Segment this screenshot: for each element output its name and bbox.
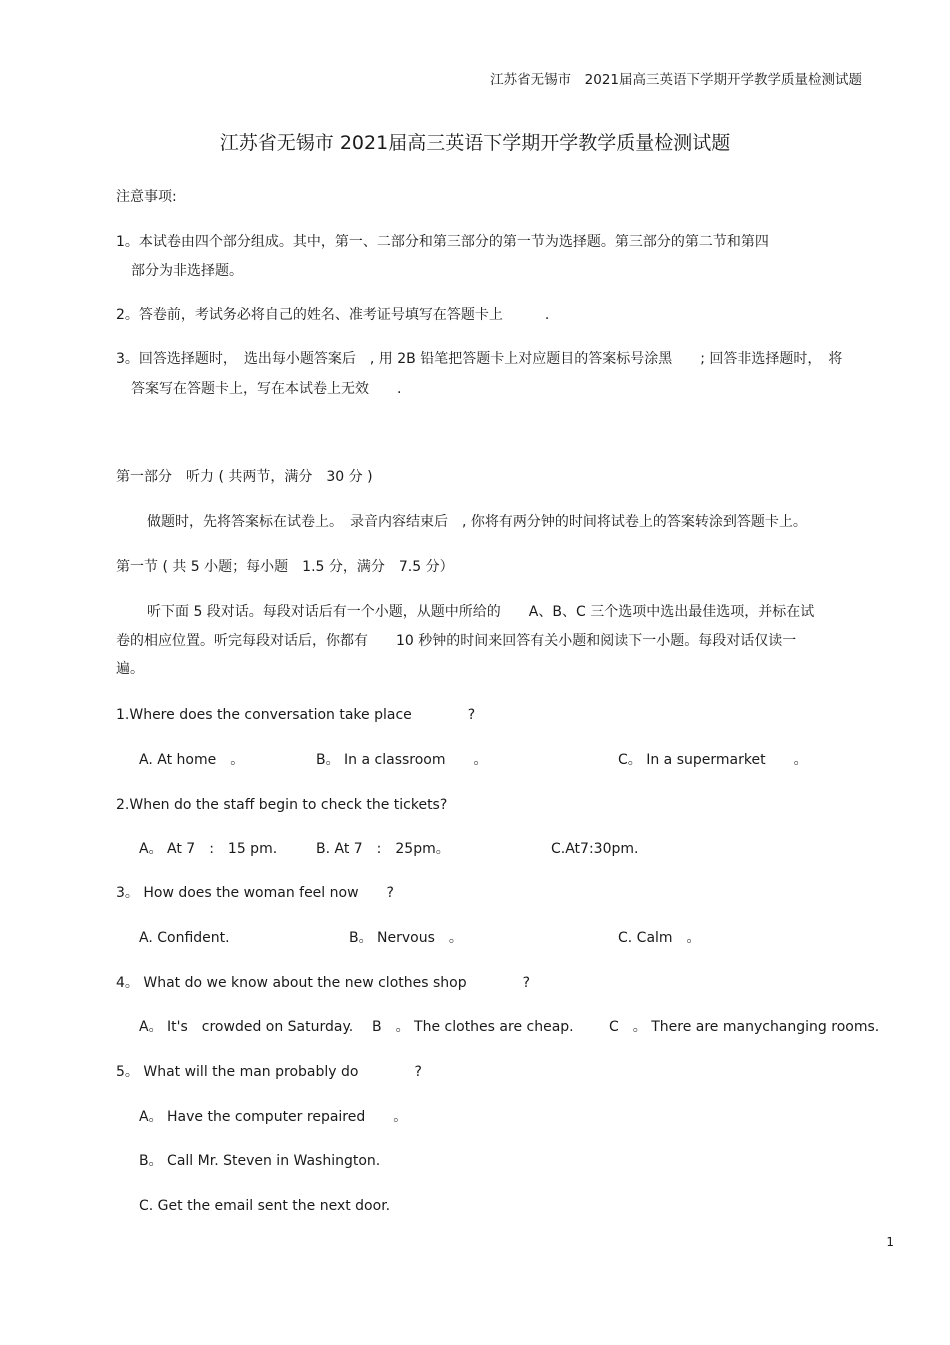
question-2-option-b: B. At 7 : 25pm。 [316, 841, 450, 857]
note-2: 2。答卷前，考试务必将自己的姓名、准考证号填写在答题卡上 . [116, 307, 550, 323]
question-1-option-c: C。 In a supermarket 。 [618, 752, 808, 768]
notes-heading: 注意事项: [116, 189, 177, 205]
question-4-option-c: C 。 There are manychanging rooms. [609, 1019, 880, 1035]
question-3-option-b: B。 Nervous 。 [349, 930, 463, 946]
section1-heading: 第一节 ( 共 5 小题；每小题 1.5 分，满分 7.5 分） [116, 559, 454, 575]
section1-intro-line-1: 听下面 5 段对话。每段对话后有一个小题，从题中所给的 A、B、C 三个选项中选出最佳选项，并标在试 [147, 604, 815, 620]
question-2-option-a: A。 At 7 : 15 pm. [139, 841, 278, 857]
part1-heading: 第一部分 听力 ( 共两节，满分 30 分 ) [116, 469, 373, 485]
question-5-stem: 5。 What will the man probably do ? [116, 1064, 422, 1080]
note-1-line-1: 1。本试卷由四个部分组成。其中，第一、二部分和第三部分的第一节为选择题。第三部分的第二节和第四 [116, 234, 769, 250]
question-2-stem: 2.When do the staff begin to check the tickets? [116, 797, 448, 813]
question-4-stem: 4。 What do we know about the new clothes shop ? [116, 975, 531, 991]
note-3-line-1: 3。回答选择题时， 选出每小题答案后 , 用 2B 铅笔把答题卡上对应题目的答案标号涂黑 ; 回答非选择题时， 将 [116, 351, 843, 367]
question-1-stem: 1.Where does the conversation take place ? [116, 707, 476, 723]
part1-instruction: 做题时，先将答案标在试卷上。 录音内容结束后 , 你将有两分钟的时间将试卷上的答案转涂到答题卡上。 [147, 514, 807, 530]
running-header: 江苏省无锡市 2021届高三英语下学期开学教学质量检测试题 [490, 72, 862, 88]
question-4-option-b: B 。 The clothes are cheap. [372, 1019, 574, 1035]
note-1-line-2: 部分为非选择题。 [131, 263, 243, 279]
question-1-option-a: A. At home 。 [139, 752, 245, 768]
page-title: 江苏省无锡市 2021届高三英语下学期开学教学质量检测试题 [219, 132, 731, 154]
page-number: 1 [886, 1235, 894, 1249]
question-4-option-a: A。 It's crowded on Saturday. [139, 1019, 354, 1035]
question-1-option-b: B。 In a classroom 。 [316, 752, 488, 768]
question-3-option-c: C. Calm 。 [618, 930, 701, 946]
question-2-option-c: C.At7:30pm. [551, 841, 639, 857]
question-3-option-a: A. Confident. [139, 930, 230, 946]
question-3-stem: 3。 How does the woman feel now ? [116, 885, 394, 901]
section1-intro-line-3: 遍。 [116, 661, 144, 677]
section1-intro-line-2: 卷的相应位置。听完每段对话后，你都有 10 秒钟的时间来回答有关小题和阅读下一小题。每段对话仅读一 [116, 633, 797, 649]
note-3-line-2: 答案写在答题卡上，写在本试卷上无效 . [131, 381, 402, 397]
question-5-option-c: C. Get the email sent the next door. [139, 1198, 391, 1214]
question-5-option-b: B。 Call Mr. Steven in Washington. [139, 1153, 381, 1169]
question-5-option-a: A。 Have the computer repaired 。 [139, 1109, 408, 1125]
